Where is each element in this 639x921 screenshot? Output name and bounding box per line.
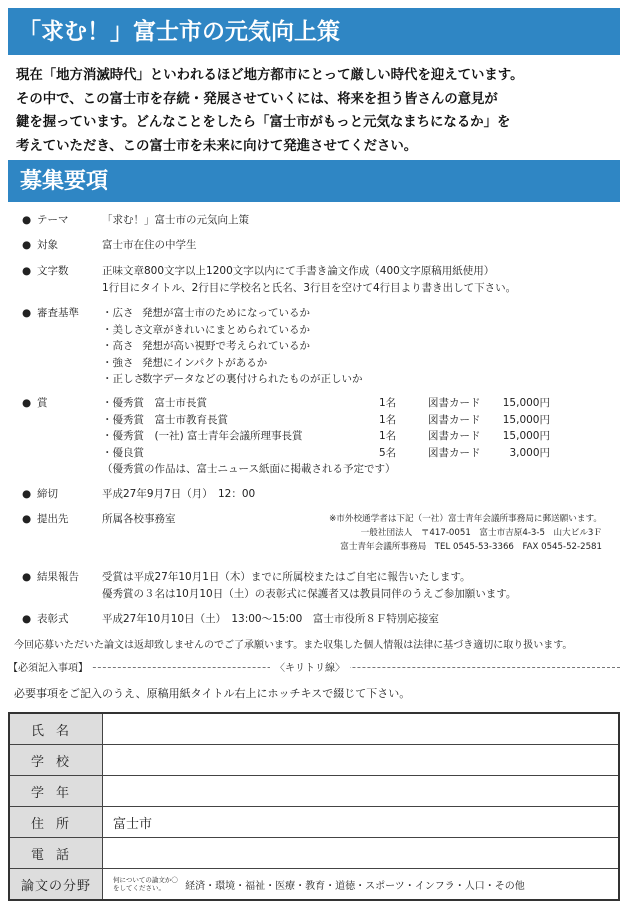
prize-amount: 15,000円: [502, 397, 550, 409]
submit-note: ※市外校通学者は下記（一社）富士青年会議所事務局に郵送願います。: [329, 514, 602, 524]
name-label: 氏名: [9, 713, 103, 745]
criteria-key: ・正しさ: [102, 373, 144, 385]
school-label: 学校: [9, 745, 103, 776]
form-row-phone: [9, 838, 619, 869]
length-line: 1行目にタイトル、2行目に学校名と氏名、3行目を空けて4行目より書き出して下さい。: [102, 281, 517, 294]
prizes-label: 賞: [37, 397, 48, 409]
prize-count: 1名: [379, 430, 397, 442]
length-value: [102, 263, 516, 296]
bullet-icon: ●: [22, 513, 32, 525]
deadline-label: 締切: [37, 488, 58, 500]
field-options-cell[interactable]: [103, 869, 620, 901]
criteria-list: [102, 305, 363, 388]
intro-line: 考えていただき、この富士市を未来に向けて発進させてください。: [16, 137, 418, 154]
bullet-icon: ●: [22, 265, 32, 277]
submit-notes: [222, 512, 602, 554]
entry-form: [8, 712, 620, 901]
prize-type: 図書カード: [428, 397, 481, 409]
section-title-banner: [8, 160, 620, 202]
ceremony-label: 表彰式: [37, 613, 69, 625]
grade-field[interactable]: [103, 776, 620, 807]
length-line: 正味文章800文字以上1200文字以内にて手書き論文作成（400文字原稿用紙使用）: [102, 265, 495, 277]
form-row-field: [9, 869, 619, 901]
field-label: 論文の分野: [9, 869, 103, 901]
prize-type: 図書カード: [428, 446, 481, 459]
prize-amount: 15,000円: [502, 430, 550, 442]
form-row-grade: [9, 776, 619, 807]
submit-note: 一般社団法人 〒417-0051 富士市吉原4-3-5 山大ビル3Ｆ: [360, 528, 602, 538]
school-field[interactable]: [103, 745, 620, 776]
bullet-icon: ●: [22, 613, 32, 625]
result-line: 優秀賞の３名は10月10日（土）の表彰式に保護者又は教員同伴のうえご参加願います。: [102, 587, 517, 600]
page-title: 「求む！」富士市の元気向上策: [18, 18, 340, 45]
prize-count: 1名: [379, 413, 397, 426]
prize-item: [102, 395, 562, 412]
bullet-icon: ●: [22, 397, 32, 409]
prize-amount: 3,000円: [509, 446, 550, 459]
prize-name: ・優秀賞 (一社) 富士青年会議所理事長賞: [102, 430, 303, 442]
deadline-value: 平成27年9月7日（月） 12：00: [102, 488, 256, 500]
prize-name: ・優秀賞 富士市長賞: [102, 397, 207, 409]
criteria-desc: 発想が高い視野で考えられているか: [142, 340, 310, 352]
criteria-desc: 文章がきれいにまとめられているか: [142, 323, 310, 336]
criteria-item: [102, 371, 363, 388]
prize-item: [102, 445, 562, 462]
page-title-banner: [8, 8, 620, 55]
criteria-key: ・高さ: [102, 340, 134, 352]
target-label: 対象: [37, 239, 58, 251]
form-row-school: [9, 745, 619, 776]
prize-item: [102, 412, 562, 429]
field-options: 経済・環境・福祉・医療・教育・道徳・スポーツ・インフラ・人口・その他: [185, 880, 525, 892]
phone-field[interactable]: [103, 838, 620, 869]
criteria-desc: 発想が富士市のためになっているか: [142, 307, 310, 319]
prize-name: ・優秀賞 富士市教育長賞: [102, 413, 228, 426]
criteria-key: ・美しさ: [102, 323, 144, 336]
intro-line: その中で、この富士市を存続・発展させていくには、将来を担う皆さんの意見が: [16, 90, 498, 107]
criteria-desc: 発想にインパクトがあるか: [142, 356, 268, 369]
ceremony-value: 平成27年10月10日（土） 13:00〜15:00 富士市役所８Ｆ特別応接室: [102, 613, 439, 625]
intro-paragraph: [16, 64, 628, 158]
bullet-icon: ●: [22, 307, 32, 319]
form-row-address: [9, 807, 619, 838]
prize-amount: 15,000円: [502, 413, 550, 426]
prize-type: 図書カード: [428, 413, 481, 426]
bullet-icon: ●: [22, 571, 32, 583]
field-hint: 何についての論文か〇をしてください。: [113, 876, 178, 892]
bullet-icon: ●: [22, 214, 32, 226]
criteria-item: [102, 322, 363, 339]
prize-type: 図書カード: [428, 430, 481, 442]
form-row-name: [9, 713, 619, 745]
prize-name: ・優良賞: [102, 446, 144, 459]
phone-label: 電話: [9, 838, 103, 869]
criteria-key: ・広さ: [102, 307, 134, 319]
criteria-label: 審査基準: [37, 307, 79, 319]
target-value: 富士市在住の中学生: [102, 239, 197, 251]
bullet-icon: ●: [22, 488, 32, 500]
prize-note: （優秀賞の作品は、富士ニュース紙面に掲載される予定です）: [102, 463, 396, 475]
grade-label: 学年: [9, 776, 103, 807]
cut-center-label: 〈キリトリ線〉: [270, 659, 350, 674]
submit-label: 提出先: [37, 513, 69, 525]
criteria-key: ・強さ: [102, 356, 134, 369]
result-label: 結果報告: [37, 571, 79, 583]
prize-count: 1名: [379, 397, 397, 409]
cut-line: [8, 659, 620, 675]
footer-note: 今回応募いただいた論文は返却致しませんのでご了承願います。また収集した個人情報は法律に基づき適切に取り扱います。: [14, 640, 573, 651]
name-field[interactable]: [103, 713, 620, 745]
required-label: 【必須記入事項】: [8, 659, 92, 674]
intro-line: 現在「地方消滅時代」といわれるほど地方都市にとって厳しい時代を迎えています。: [16, 67, 524, 83]
address-field[interactable]: 富士市: [103, 807, 620, 838]
theme-label: テーマ: [37, 214, 69, 226]
criteria-item: [102, 355, 363, 372]
prizes-list: [102, 395, 562, 478]
section-title: 募集要項: [20, 168, 109, 194]
result-value: [102, 569, 516, 602]
result-line: 受賞は平成27年10月1日（木）までに所属校またはご自宅に報告いたします。: [102, 571, 471, 583]
length-label: 文字数: [37, 265, 69, 277]
submit-note: 富士青年会議所事務局 TEL 0545-53-3366 FAX 0545-52-2581: [340, 542, 602, 552]
theme-value: 「求む！」富士市の元気向上策: [102, 214, 249, 226]
bullet-icon: ●: [22, 239, 32, 251]
criteria-desc: 数字データなどの裏付けられたものが正しいか: [142, 373, 363, 385]
form-instruction: 必要事項をご記入のうえ、原稿用紙タイトル右上にホッチキスで綴じて下さい。: [14, 687, 411, 700]
address-label: 住所: [9, 807, 103, 838]
prize-item: [102, 428, 562, 445]
intro-line: 鍵を握っています。どんなことをしたら「富士市がもっと元気なまちになるか」を: [16, 114, 511, 130]
criteria-item: [102, 305, 363, 322]
criteria-item: [102, 338, 363, 355]
submit-value: 所属各校事務室: [102, 513, 176, 525]
prize-count: 5名: [379, 446, 397, 459]
